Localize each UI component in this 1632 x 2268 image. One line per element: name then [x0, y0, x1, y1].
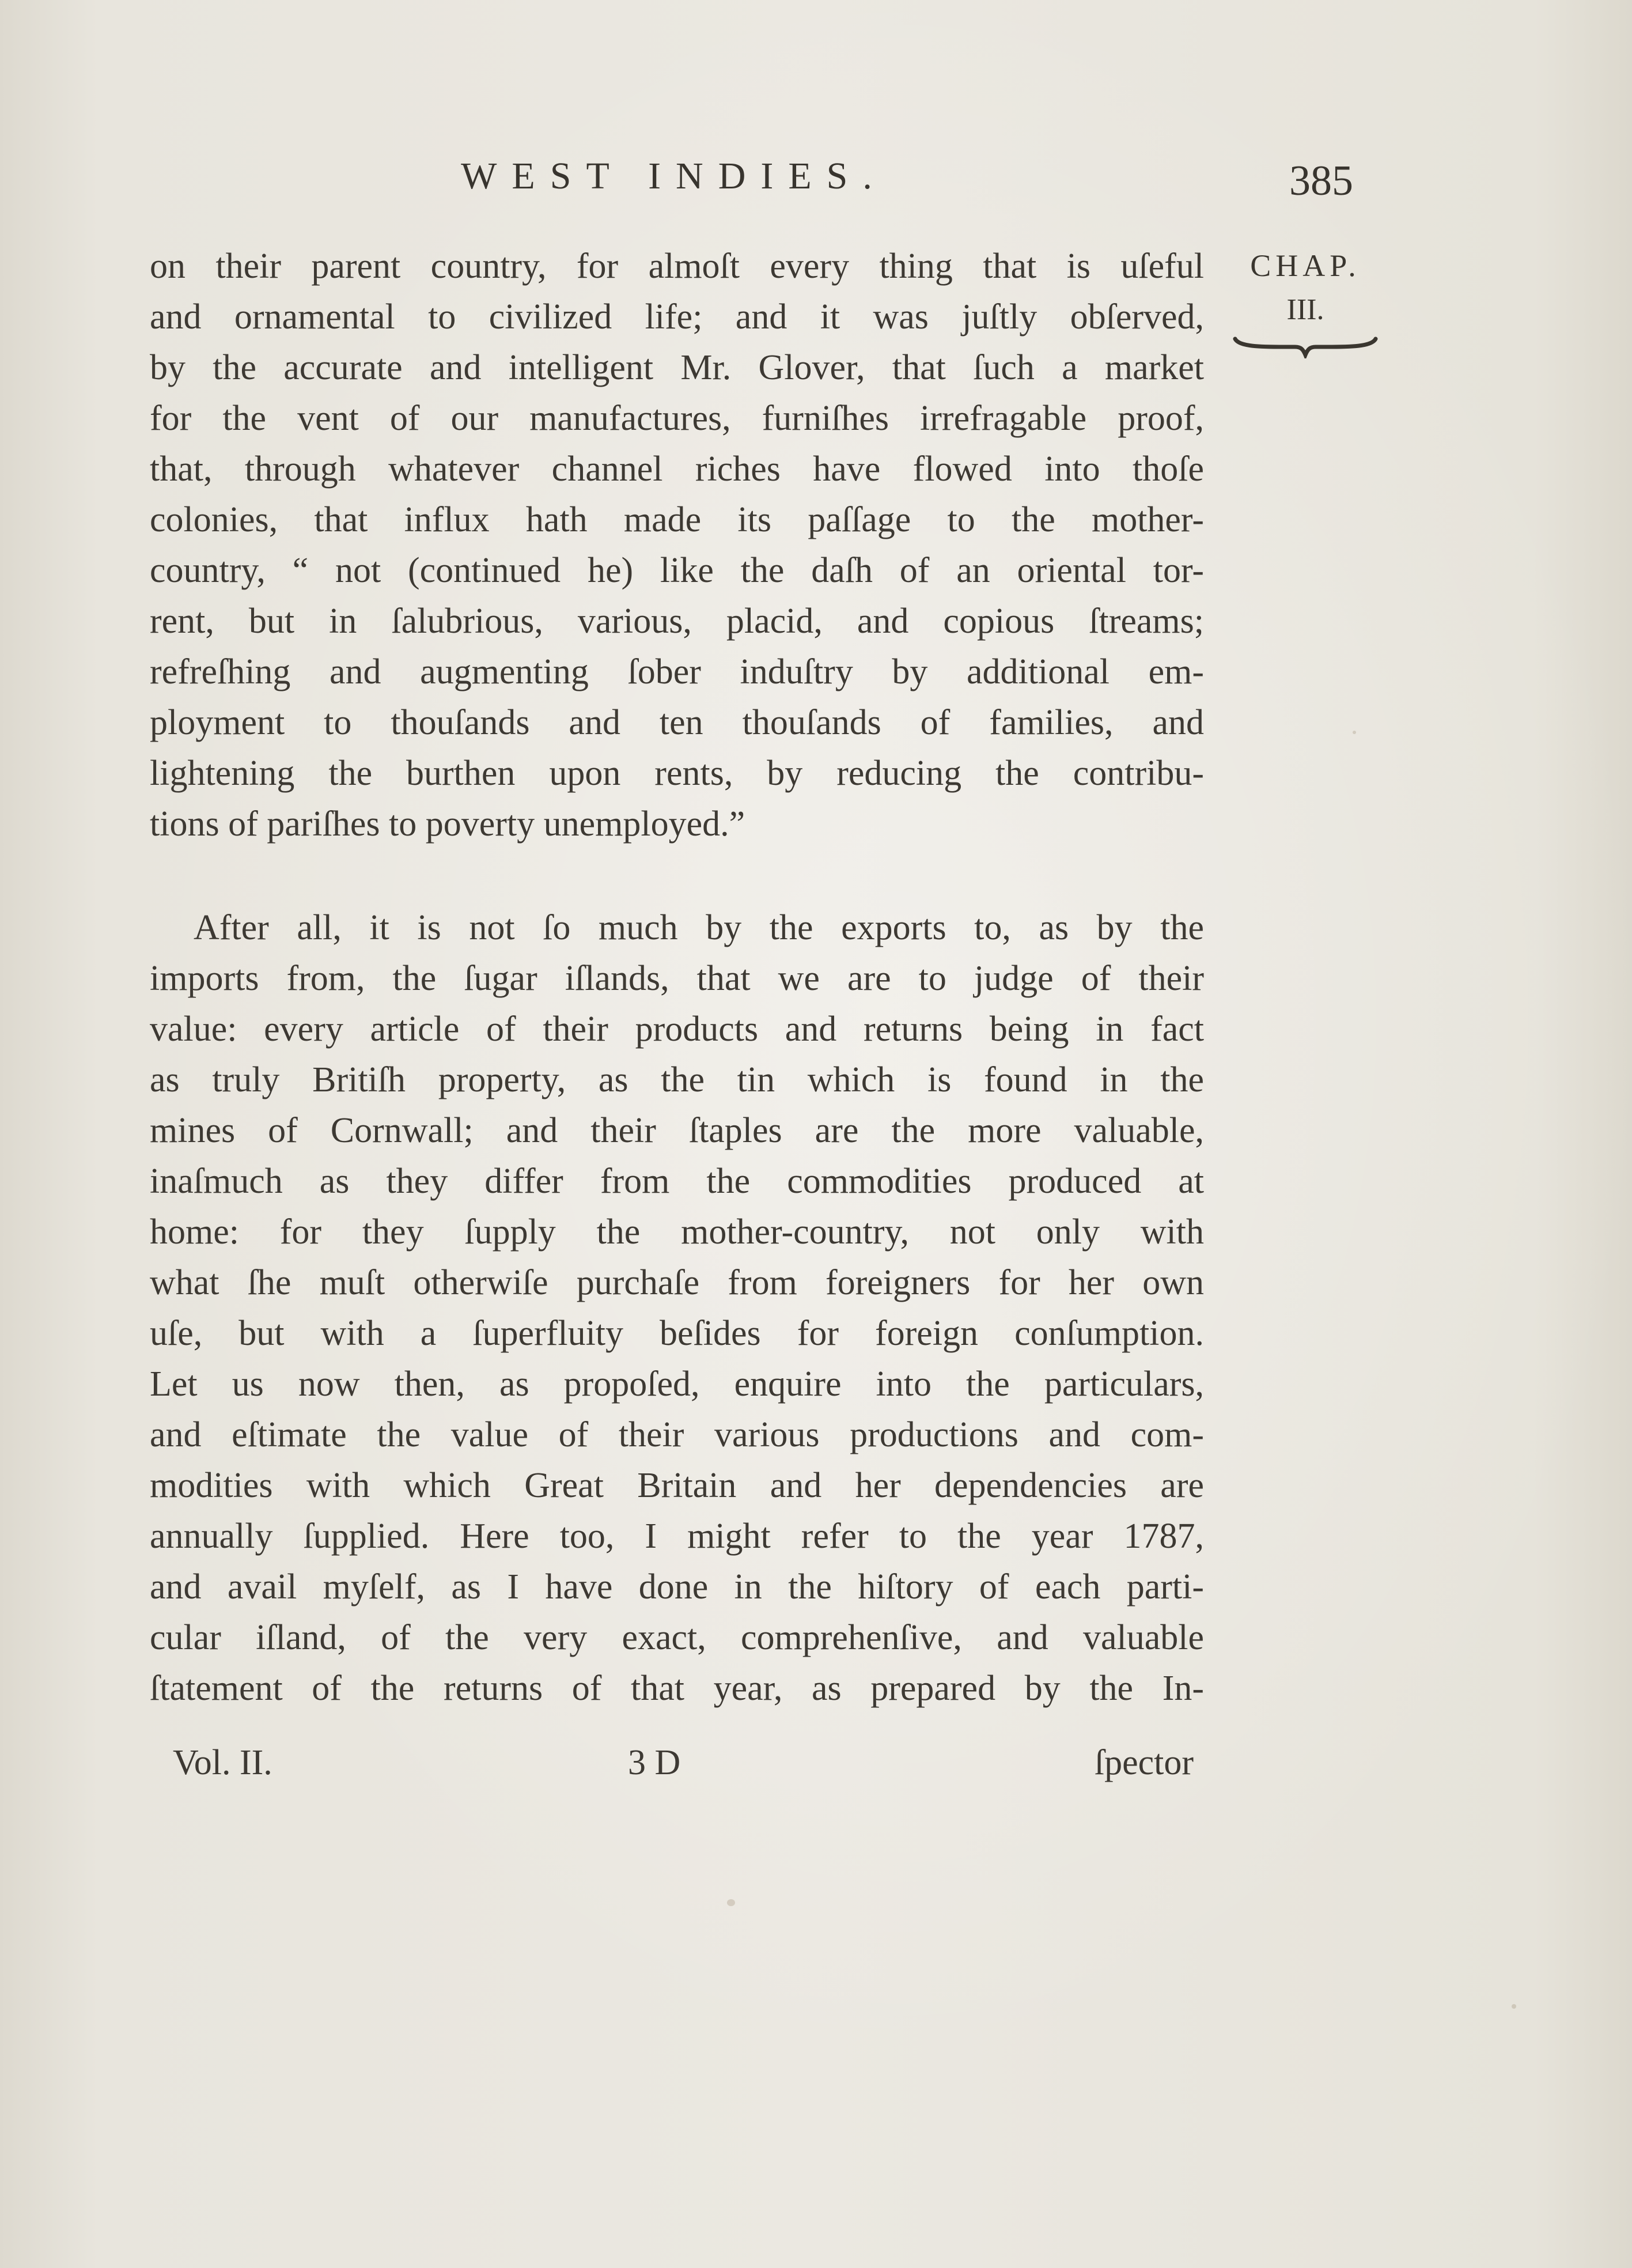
text-line: tions of pariſhes to poverty unemployed.”	[150, 804, 745, 844]
text-line: by the accurate and intelligent Mr. Glover, that ſuch a market	[150, 348, 1204, 387]
text-line: inaſmuch as they differ from the commodities produced at	[150, 1162, 1204, 1201]
text-line: what ſhe muſt otherwiſe purchaſe from foreigners for her own	[150, 1263, 1204, 1302]
text-line: and ornamental to civilized life; and it was juſtly obſerved,	[150, 297, 1204, 337]
page-number: 385	[1289, 157, 1353, 205]
text-line: home: for they ſupply the mother-country, not only with	[150, 1212, 1204, 1252]
text-line: as truly Britiſh property, as the tin which is found in the	[150, 1060, 1204, 1099]
paragraph	[150, 902, 1204, 1714]
text-line: Let us now then, as propoſed, enquire into the particulars,	[150, 1364, 1204, 1404]
text-line: cular iſland, of the very exact, comprehenſive, and valuable	[150, 1618, 1204, 1657]
text-line: annually ſupplied. Here too, I might refer to the year 1787,	[150, 1517, 1204, 1556]
text-line: and eſtimate the value of their various productions and com-	[150, 1415, 1204, 1454]
running-head: WEST INDIES.	[461, 155, 887, 197]
body-text	[150, 241, 1204, 1714]
foxing-spot	[1512, 2004, 1516, 2009]
text-line: colonies, that influx hath made its paſſage to the mother-	[150, 500, 1204, 539]
page-footer	[173, 1742, 1194, 1794]
foxing-spot	[1353, 731, 1356, 734]
text-line: and avail myſelf, as I have done in the hiſtory of each parti-	[150, 1567, 1204, 1606]
text-line: ployment to thouſands and ten thouſands of families, and	[150, 703, 1204, 742]
chapter-number: III.	[1286, 293, 1324, 326]
text-line: refreſhing and augmenting ſober induſtry by additional em-	[150, 652, 1204, 691]
text-line: value: every article of their products and returns being in fact	[150, 1010, 1204, 1049]
text-line: imports from, the ſugar iſlands, that we are to judge of their	[150, 959, 1204, 998]
chapter-label: CHAP.	[1250, 248, 1361, 283]
text-line: uſe, but with a ſuperfluity beſides for foreign conſumption.	[150, 1314, 1204, 1353]
text-line: rent, but in ſalubrious, various, placid, and copious ſtreams;	[150, 602, 1204, 641]
text-line: on their parent country, for almoſt every thing that is uſeful	[150, 247, 1204, 286]
paragraph-gap	[150, 849, 1204, 902]
text-line: mines of Cornwall; and their ſtaples are the more valuable,	[150, 1111, 1204, 1150]
text-line: for the vent of our manufactures, furniſhes irrefragable proof,	[150, 399, 1204, 438]
signature-mark: 3 D	[628, 1743, 681, 1782]
text-line: that, through whatever channel riches have flowed into thoſe	[150, 449, 1204, 489]
text-line: modities with which Great Britain and her dependencies are	[150, 1466, 1204, 1505]
catchword: ſpector	[1094, 1743, 1194, 1782]
paragraph	[150, 241, 1204, 849]
brace-ornament	[1233, 335, 1378, 358]
text-line: After all, it is not ſo much by the exports to, as by the	[194, 908, 1204, 947]
text-line: country, “ not (continued he) like the daſh of an oriental tor-	[150, 551, 1204, 590]
foxing-spot	[727, 1899, 735, 1906]
volume-label: Vol. II.	[173, 1743, 272, 1782]
text-line: ſtatement of the returns of that year, as prepared by the In-	[150, 1669, 1204, 1708]
text-line: lightening the burthen upon rents, by reducing the contribu-	[150, 754, 1204, 793]
